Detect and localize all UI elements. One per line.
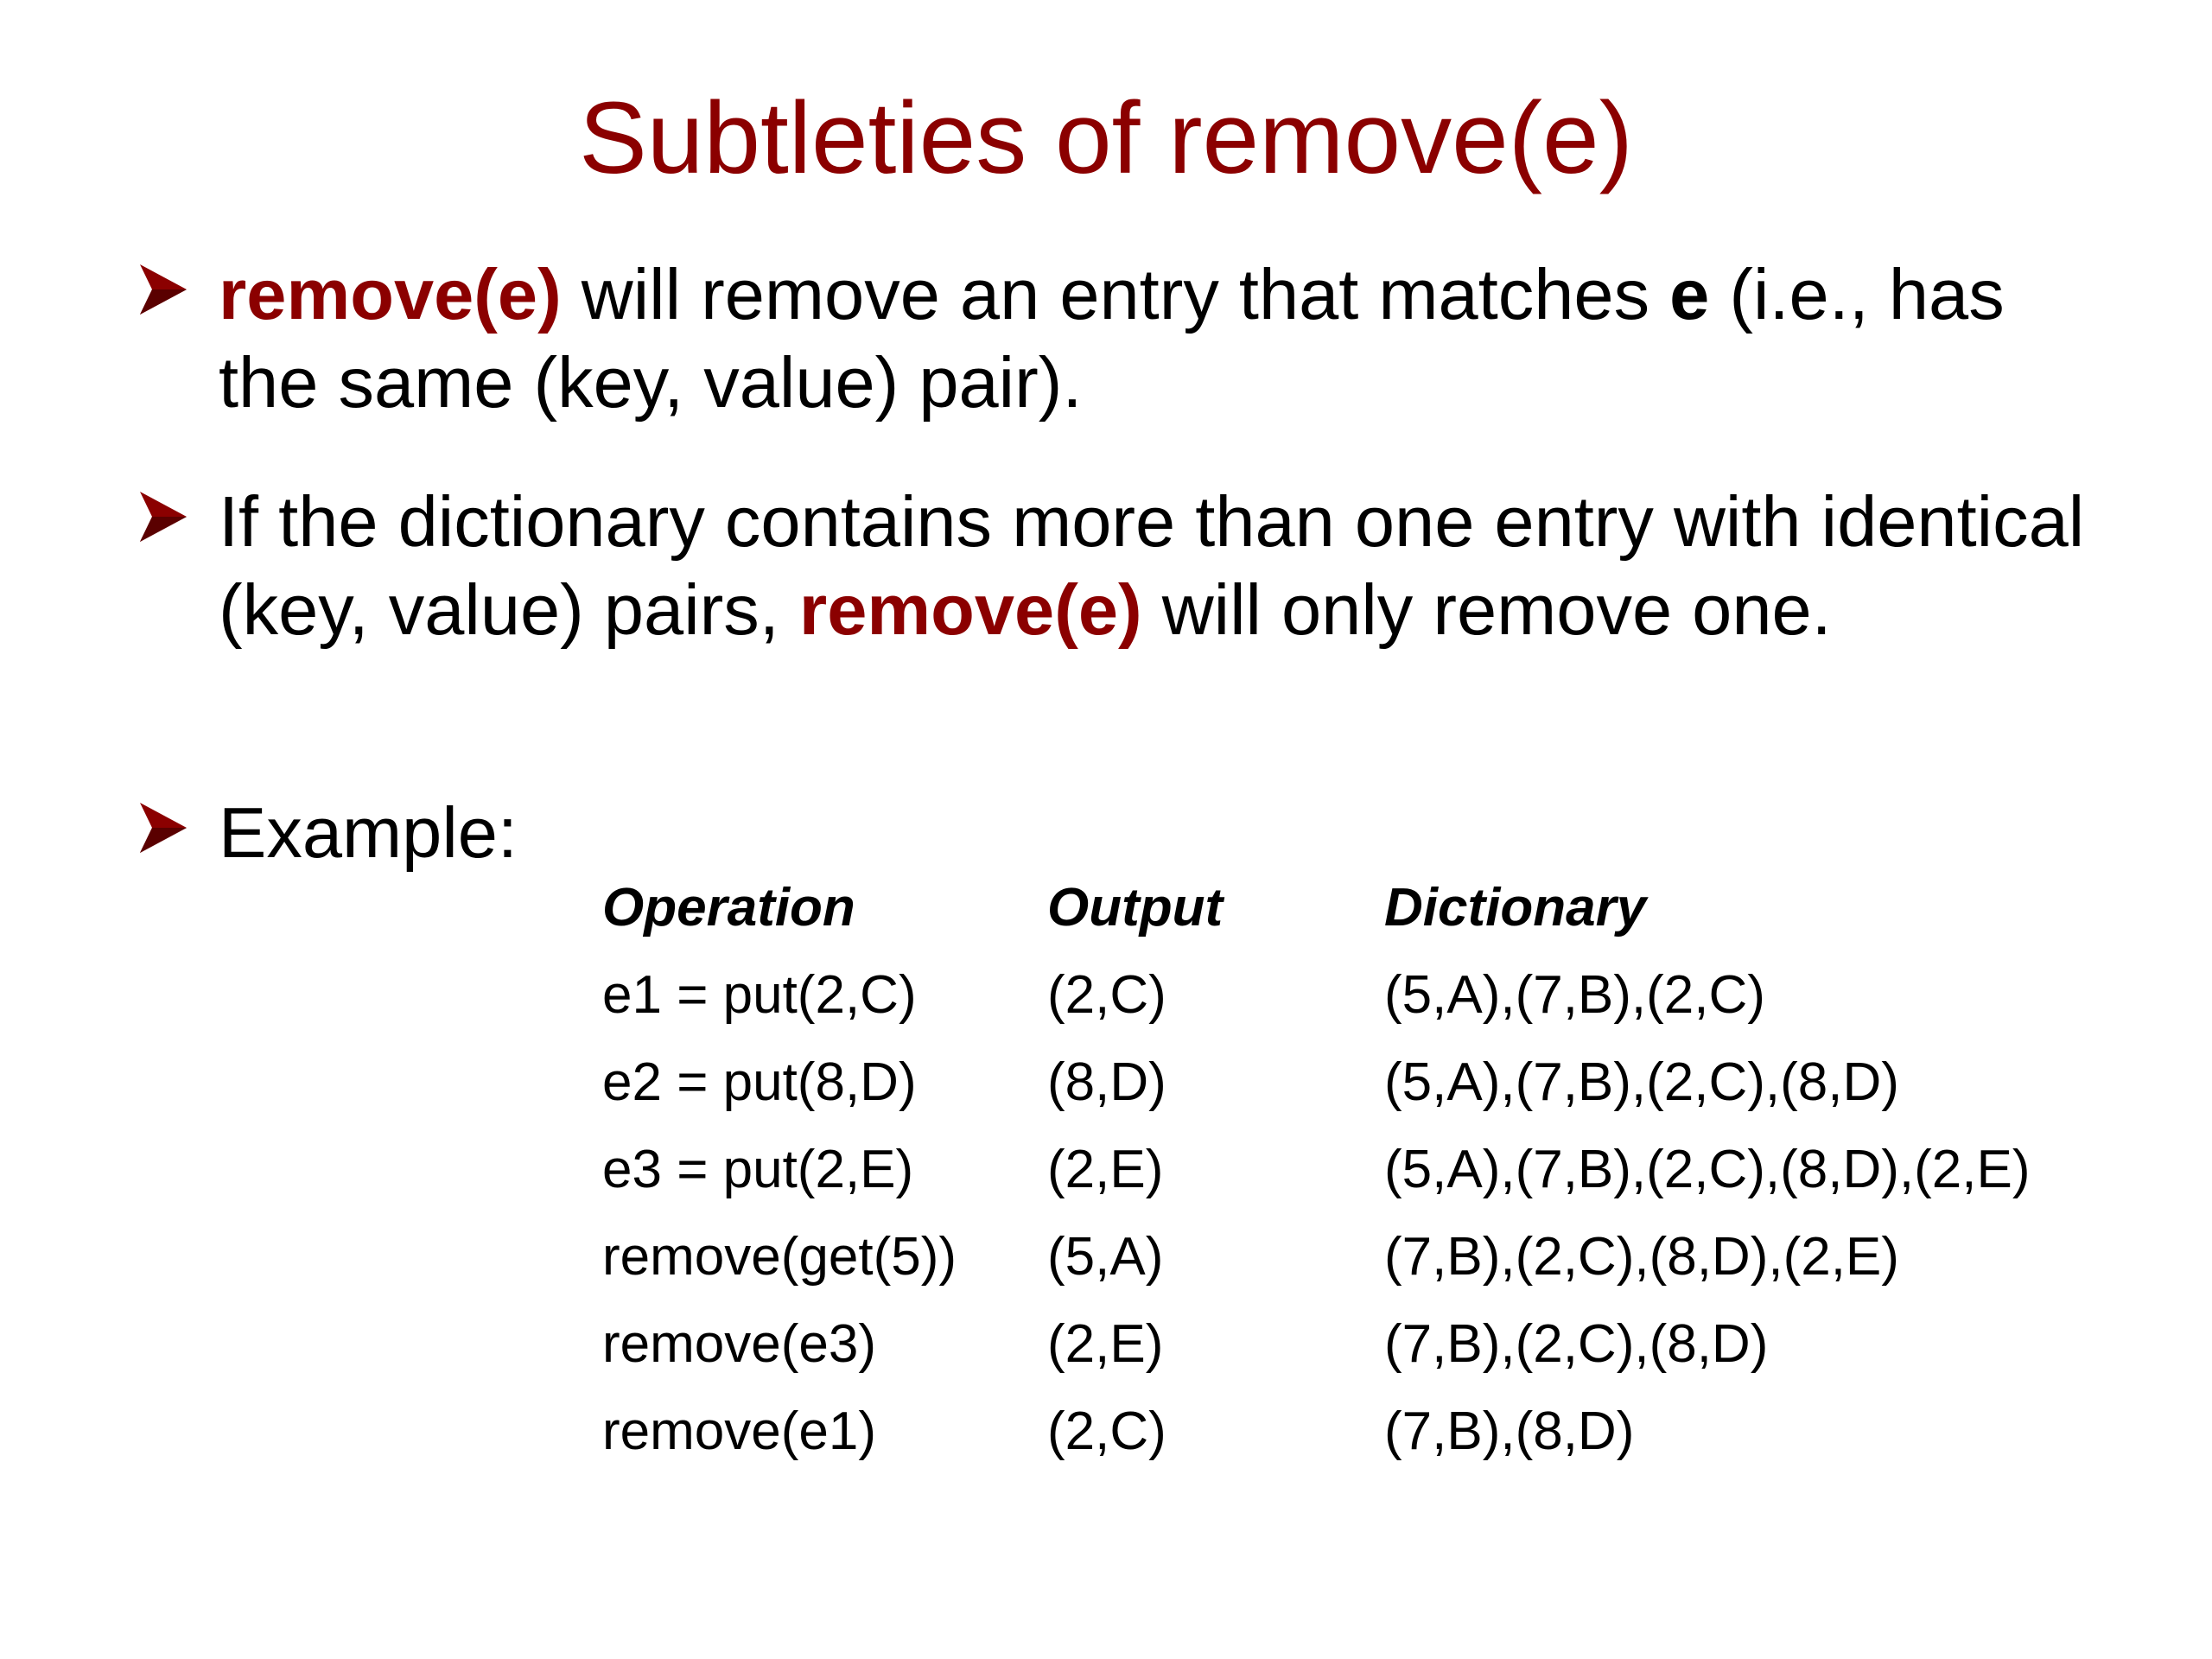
cell-dictionary: (5,A),(7,B),(2,C) (1384, 965, 1765, 1025)
arrowhead-bullet-icon (138, 263, 188, 316)
header-dictionary: Dictionary (1384, 878, 1647, 938)
bullet-1-text-a: will remove an entry that matches (561, 254, 1670, 334)
cell-output: (5,A) (1047, 1227, 1164, 1287)
cell-output: (8,D) (1047, 1052, 1166, 1112)
cell-output: (2,C) (1047, 965, 1166, 1025)
cell-output: (2,E) (1047, 1140, 1164, 1199)
bullet-text-2 (219, 478, 2102, 654)
arrowhead-bullet-icon (138, 490, 188, 543)
arrowhead-bullet-icon (138, 801, 188, 855)
cell-output: (2,C) (1047, 1402, 1166, 1461)
cell-operation: remove(e1) (602, 1402, 876, 1461)
bullet-2-text-b: will only remove one. (1141, 569, 1832, 650)
cell-operation: remove(e3) (602, 1314, 876, 1374)
cell-dictionary: (7,B),(2,C),(8,D),(2,E) (1384, 1227, 1899, 1287)
cell-operation: remove(get(5)) (602, 1227, 957, 1287)
header-operation: Operation (602, 878, 855, 938)
bullet-1-text-b: (i.e., has the same (key, value) pair). (219, 254, 2005, 423)
bullet-text-1 (219, 251, 2102, 427)
cell-dictionary: (7,B),(2,C),(8,D) (1384, 1314, 1769, 1374)
cell-dictionary: (5,A),(7,B),(2,C),(8,D),(2,E) (1384, 1140, 2031, 1199)
cell-operation: e3 = put(2,E) (602, 1140, 914, 1199)
cell-operation: e1 = put(2,C) (602, 965, 917, 1025)
slide-title: Subtleties of remove(e) (579, 81, 1633, 195)
cell-output: (2,E) (1047, 1314, 1164, 1374)
bullet-2-text-a: If the dictionary contains more than one entry with identical (key, value) pairs, (219, 481, 2085, 650)
remove-e-keyword: remove(e) (798, 569, 1142, 650)
bullet-text-3: Example: (219, 792, 518, 873)
cell-operation: e2 = put(8,D) (602, 1052, 917, 1112)
header-output: Output (1047, 878, 1224, 938)
remove-e-keyword: remove(e) (219, 254, 562, 334)
cell-dictionary: (5,A),(7,B),(2,C),(8,D) (1384, 1052, 1899, 1112)
e-bold: e (1669, 254, 1710, 334)
cell-dictionary: (7,B),(8,D) (1384, 1402, 1635, 1461)
